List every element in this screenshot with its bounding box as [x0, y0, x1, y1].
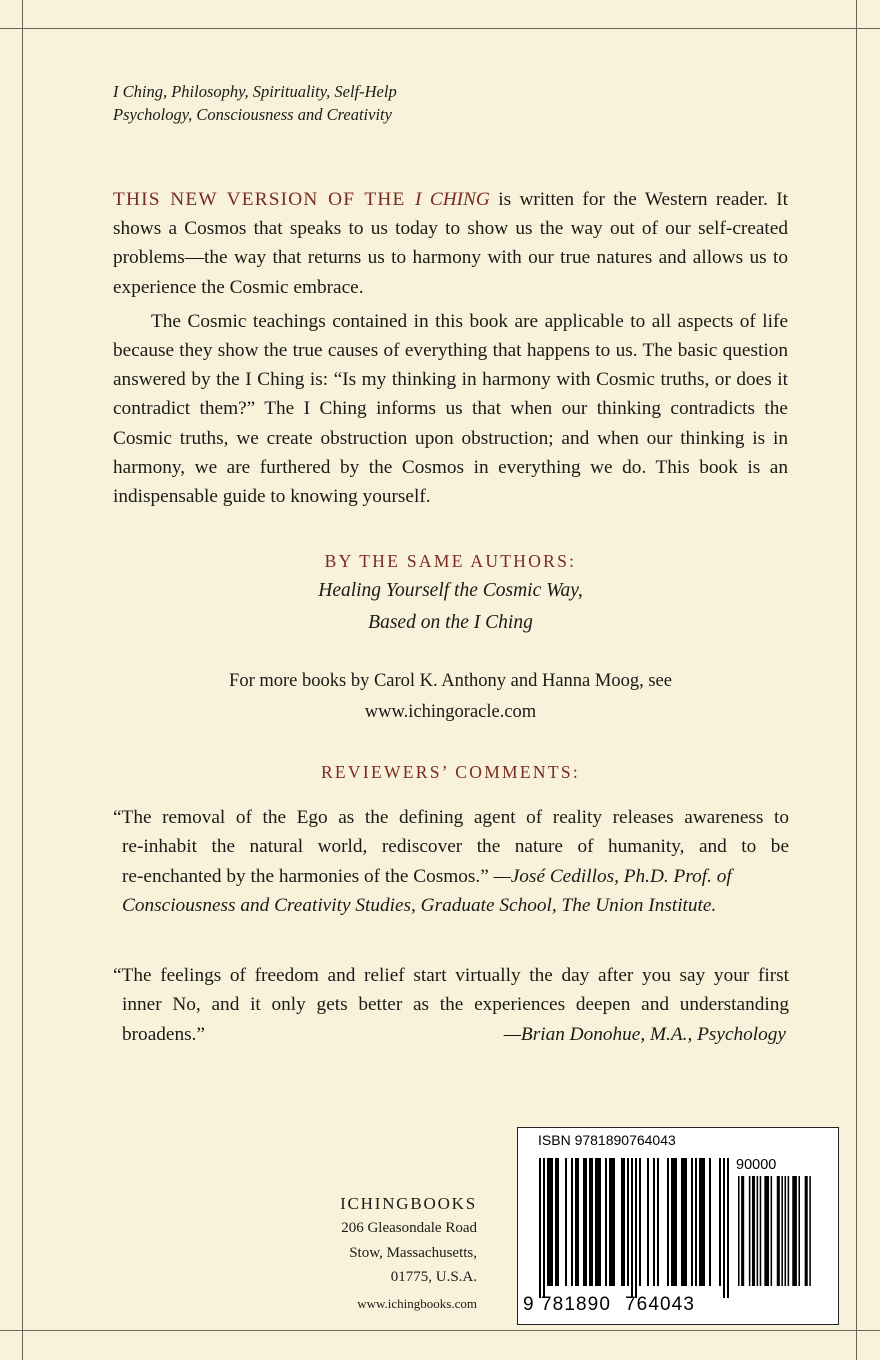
- frame-bottom-line: [0, 1330, 880, 1331]
- addon-bar: [760, 1176, 762, 1286]
- quote-2-line-1: “The feelings of freedom and relief start virtually the day after you say your first: [113, 965, 789, 986]
- other-title-line-1: Healing Yourself the Cosmic Way,: [318, 580, 583, 601]
- addon-bar: [749, 1176, 751, 1286]
- barcode-bar: [671, 1158, 677, 1286]
- description-paragraph-1: [113, 185, 788, 302]
- addon-bar: [798, 1176, 800, 1286]
- barcode-bar: [627, 1158, 629, 1286]
- quote-1-attribution-cont: Consciousness and Creativity Studies, Graduate School, The Union Institute.: [122, 895, 717, 917]
- ean13-bars: [539, 1158, 729, 1298]
- quote-1-line-3: [113, 862, 789, 891]
- barcode-bar: [539, 1158, 541, 1298]
- barcode-bar: [631, 1158, 633, 1298]
- barcode-bar: [647, 1158, 649, 1286]
- barcode-bar: [575, 1158, 579, 1286]
- addon-bar: [777, 1176, 780, 1286]
- quote-2-line-3: [113, 1020, 789, 1049]
- quote-2-attribution: —Brian Donohue, M.A., Psychology: [503, 1023, 786, 1045]
- barcode-bar: [543, 1158, 545, 1298]
- barcode-bar: [571, 1158, 573, 1286]
- isbn-first-digit: 9: [523, 1294, 534, 1315]
- subject-categories: [113, 80, 397, 126]
- frame-left-line: [22, 0, 23, 1360]
- book-description: [113, 185, 788, 511]
- description-paragraph-2: The Cosmic teachings contained in this book are applicable to all aspects of life because they show the true causes of everything that happens to us. The basic question answered by the I Ching is: “Is my thinking in harmony with Cosmic truths, or does it contradict them?” The I Ching informs us that when our thinking contradicts the Cosmic truths, we create obstruction upon obstruction; and when our thinking is in harmony, we are furthered by the Cosmos in everything we do. This book is an indispensable guide to knowing yourself.: [113, 310, 788, 508]
- quote-1-line-3-text: re-enchanted by the harmonies of the Cosmos.”: [122, 865, 494, 887]
- more-books-text: For more books by Carol K. Anthony and Hanna Moog, see: [229, 671, 672, 691]
- barcode-bar: [621, 1158, 625, 1286]
- category-line-1: I Ching, Philosophy, Spirituality, Self-Help: [113, 82, 397, 101]
- reviewers-heading: REVIEWERS’ COMMENTS:: [320, 762, 581, 782]
- more-books-note: [113, 666, 788, 728]
- barcode-bar: [595, 1158, 601, 1286]
- addon-bar: [788, 1176, 790, 1286]
- addon-bar: [805, 1176, 808, 1286]
- category-line-2: Psychology, Consciousness and Creativity: [113, 105, 392, 124]
- barcode-bar: [635, 1158, 637, 1298]
- same-authors-heading: BY THE SAME AUTHORS:: [324, 551, 577, 571]
- barcode-bar: [547, 1158, 553, 1286]
- barcode-bar: [657, 1158, 659, 1286]
- publisher-url: www.ichingbooks.com: [357, 1295, 477, 1311]
- publisher-city: Stow, Massachusetts,: [349, 1244, 477, 1261]
- addon-bar: [741, 1176, 744, 1286]
- addon-bar: [752, 1176, 755, 1286]
- publisher-street: 206 Gleasondale Road: [341, 1220, 477, 1236]
- quote-2-line-2: inner No, and it only gets better as the experiences deepen and understanding: [122, 994, 789, 1016]
- barcode-bar: [727, 1158, 729, 1298]
- quote-1-line-1: “The removal of the Ego as the defining agent of reality releases awareness to: [113, 807, 789, 828]
- publisher-block: [340, 1192, 477, 1312]
- addon-bars: [738, 1176, 811, 1286]
- isbn-left-digits: 781890: [541, 1294, 612, 1315]
- barcode-bar: [723, 1158, 725, 1298]
- isbn-barcode: [517, 1127, 839, 1325]
- isbn-right-digits: 764043: [625, 1294, 696, 1315]
- barcode-bar: [565, 1158, 567, 1286]
- lead-caps-text: THIS NEW VERSION OF THE: [113, 189, 416, 210]
- barcode-bars-icon: [525, 1128, 825, 1298]
- barcode-bar: [719, 1158, 721, 1286]
- isbn-label: ISBN 9781890764043: [538, 1132, 676, 1148]
- barcode-bar: [709, 1158, 711, 1286]
- more-books-url: www.ichingoracle.com: [364, 702, 537, 722]
- quote-2-line-3-text: broadens.”: [122, 1023, 205, 1045]
- review-quote-1: [113, 803, 789, 921]
- barcode-bar: [639, 1158, 641, 1286]
- addon-bar: [757, 1176, 759, 1286]
- review-quote-2: [113, 961, 789, 1049]
- addon-price: 90000: [736, 1157, 777, 1173]
- addon-bar: [792, 1176, 797, 1286]
- quote-1-attribution: —José Cedillos, Ph.D. Prof. of: [493, 865, 732, 887]
- same-authors-titles: [113, 575, 788, 639]
- publisher-name: ICHINGBOOKS: [340, 1194, 477, 1213]
- barcode-bar: [691, 1158, 693, 1286]
- barcode-bar: [681, 1158, 687, 1286]
- barcode-bar: [605, 1158, 607, 1286]
- barcode-bar: [589, 1158, 593, 1286]
- other-title-line-2: Based on the I Ching: [368, 612, 533, 633]
- addon-bar: [781, 1176, 783, 1286]
- publisher-postcode: 01775, U.S.A.: [390, 1269, 477, 1285]
- frame-right-line: [856, 0, 857, 1360]
- frame-top-line: [0, 28, 880, 29]
- barcode-bar: [653, 1158, 655, 1286]
- lead-italic-title: I CHING: [415, 189, 490, 210]
- addon-bar: [738, 1176, 740, 1286]
- addon-bar: [771, 1176, 773, 1286]
- quote-1-line-2: re-inhabit the natural world, rediscover the nature of humanity, and to be: [122, 836, 789, 858]
- barcode-bar: [609, 1158, 615, 1286]
- addon-bar: [764, 1176, 769, 1286]
- barcode-bar: [555, 1158, 559, 1286]
- addon-bar: [785, 1176, 787, 1286]
- barcode-bar: [667, 1158, 669, 1286]
- addon-bar: [809, 1176, 811, 1286]
- barcode-bar: [699, 1158, 705, 1286]
- paragraph-1-body: is written for the Western reader. It shows a Cosmos that speaks to us today to show us the way out of our self-created problems—the way that returns us to harmony with our true natures and allows us to experience the Cosmic embrace.: [113, 189, 788, 298]
- barcode-bar: [583, 1158, 587, 1286]
- barcode-bar: [695, 1158, 697, 1286]
